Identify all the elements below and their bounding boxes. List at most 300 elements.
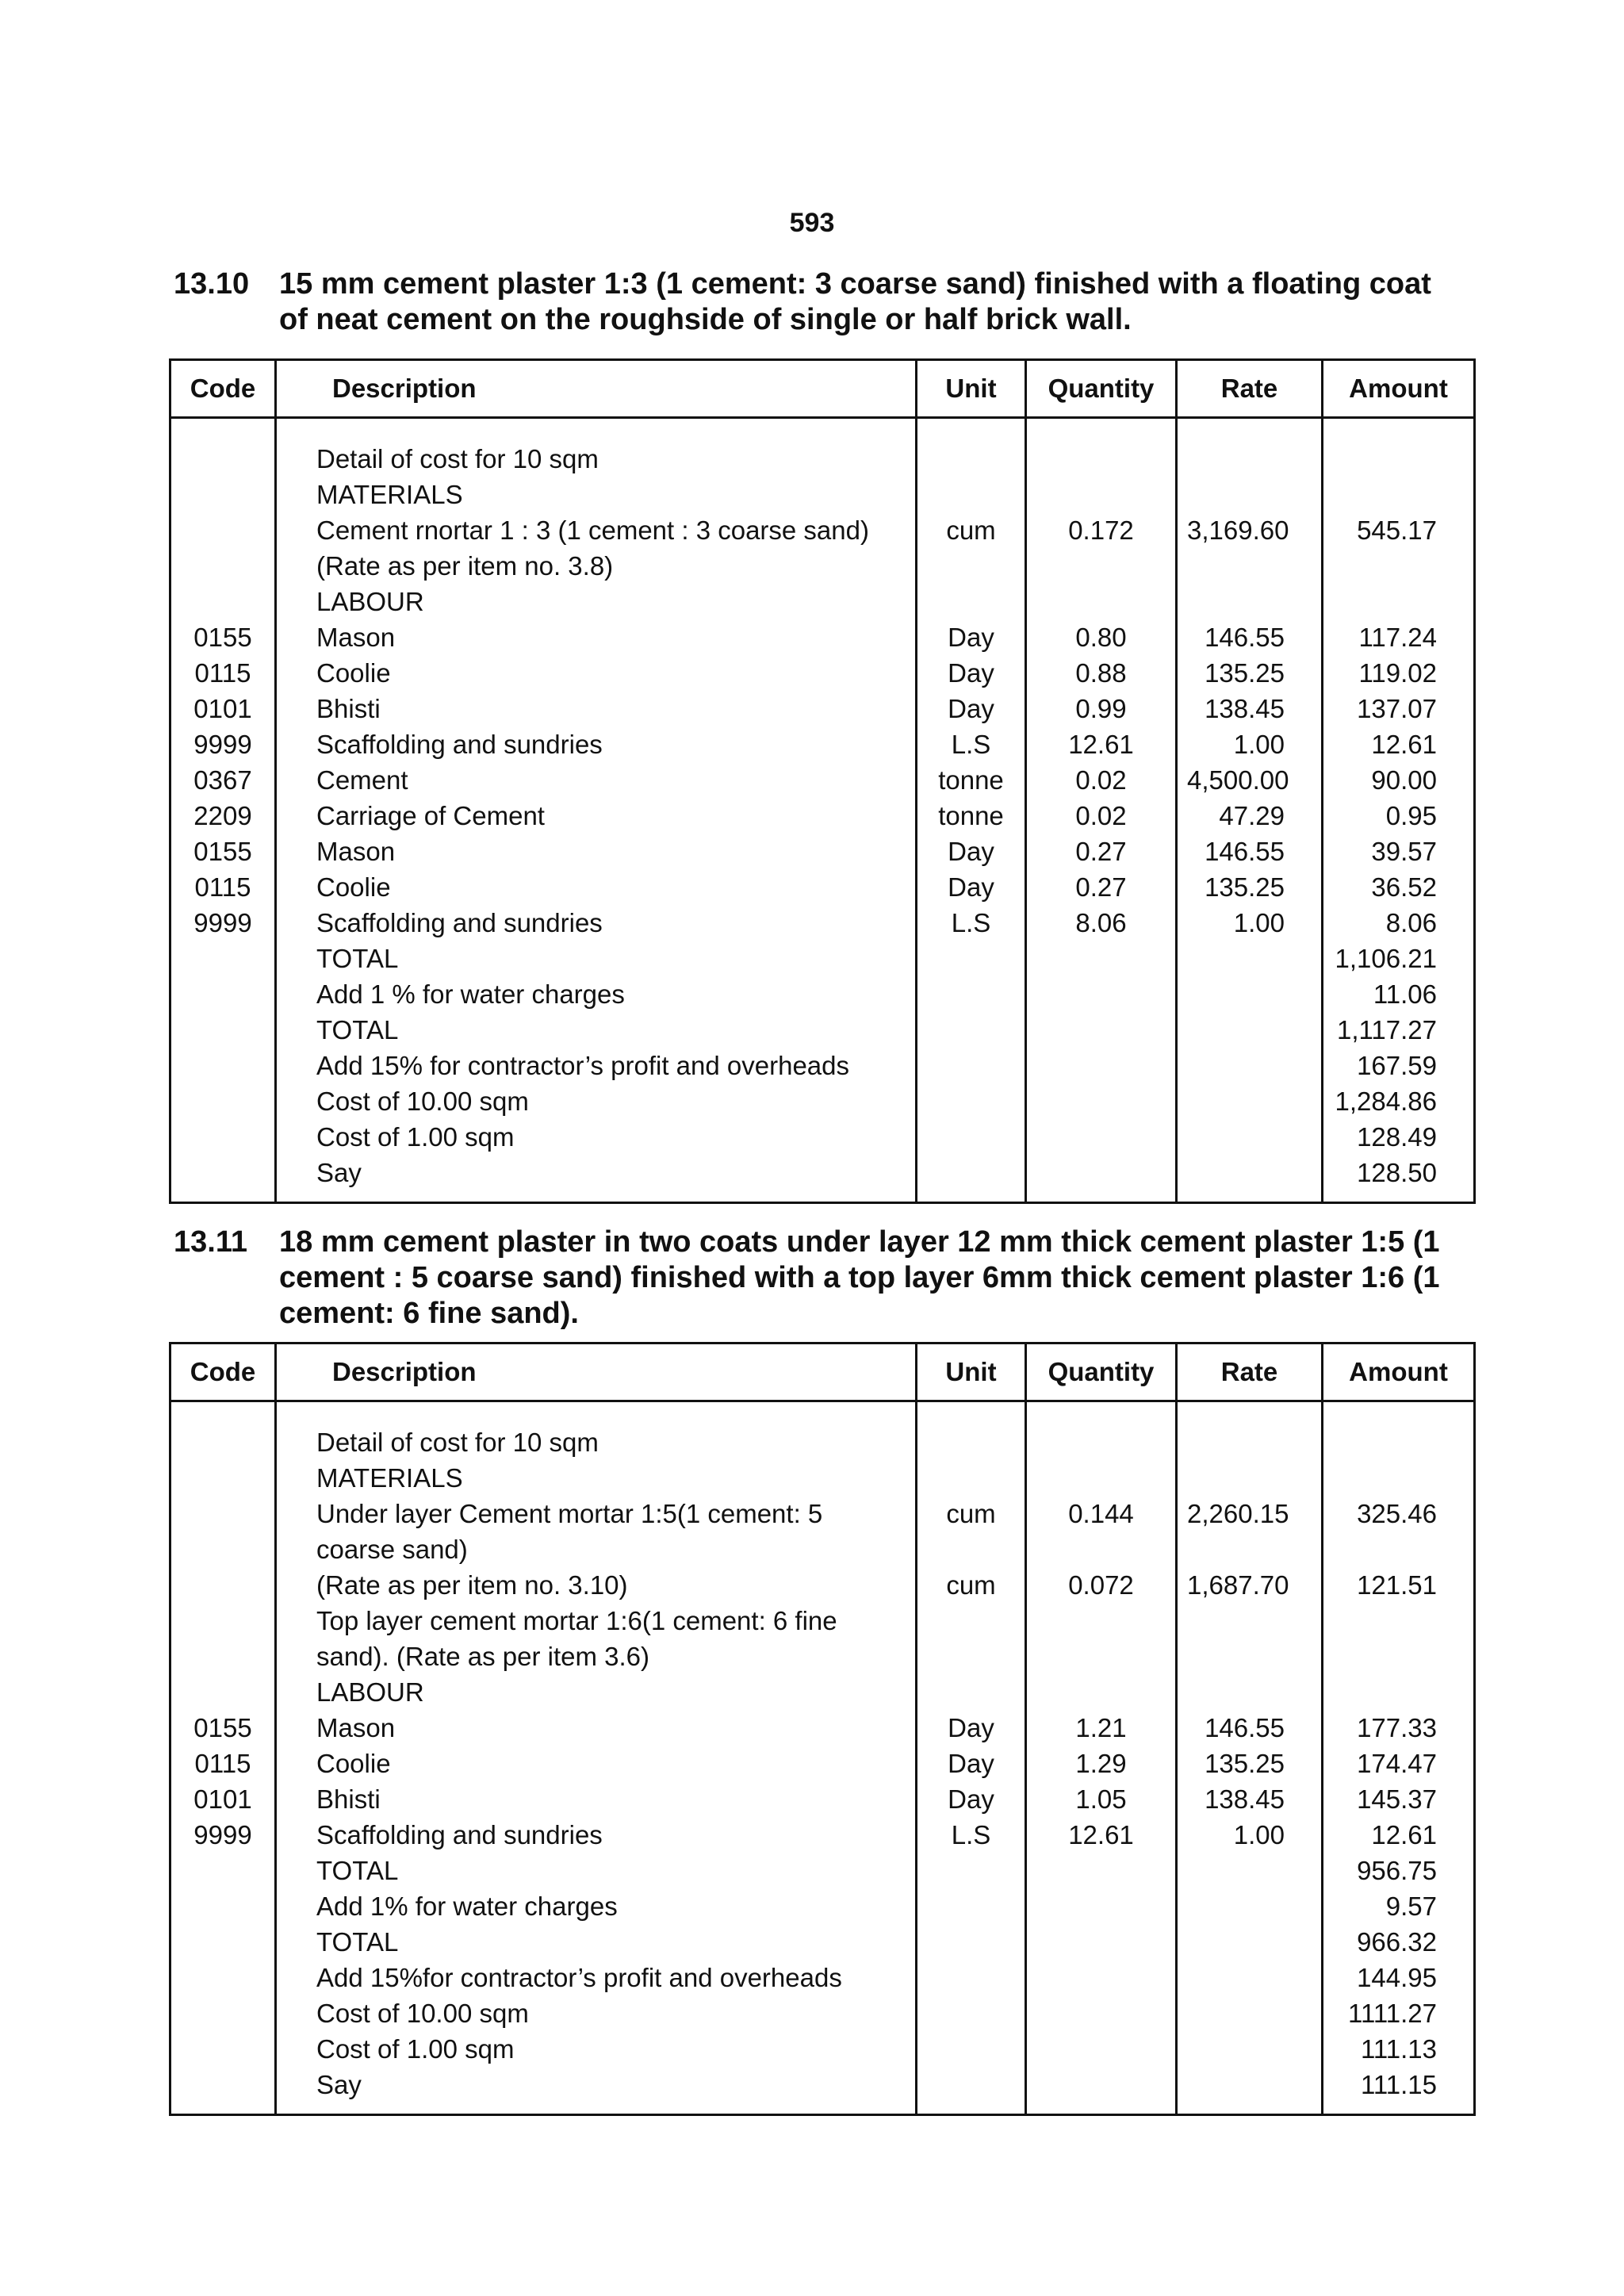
table-row [170, 655, 1475, 691]
table-row [170, 1710, 1475, 1746]
cell-rate [1177, 1155, 1323, 1190]
header-quantity: Quantity [1026, 1343, 1177, 1401]
cell-unit [917, 584, 1026, 619]
cell-description: Cost of 1.00 sqm [276, 1119, 917, 1155]
cell-rate: 146.55 [1177, 1710, 1323, 1746]
cell-code [170, 1155, 276, 1190]
cell-rate [1177, 1888, 1323, 1924]
cell-amount: 137.07 [1323, 691, 1475, 726]
table-row [170, 477, 1475, 512]
section-title: 15 mm cement plaster 1:3 (1 cement: 3 coarse sand) finished with a floating coat of neat cement on the roughside of single or half brick wall. [279, 267, 1431, 336]
cell-code [170, 1496, 276, 1531]
cell-code [170, 1639, 276, 1674]
cell-unit: Day [917, 834, 1026, 869]
table-row [170, 2031, 1475, 2067]
cell-unit: Day [917, 1710, 1026, 1746]
cell-amount: 111.13 [1323, 2031, 1475, 2067]
cell-unit [917, 1119, 1026, 1155]
spacer-cell [917, 2102, 1026, 2115]
cell-rate: 3,169.60 [1177, 512, 1323, 548]
cell-quantity [1026, 1674, 1177, 1710]
cell-description: Mason [276, 834, 917, 869]
cell-unit: L.S [917, 905, 1026, 941]
cell-description: Scaffolding and sundries [276, 726, 917, 762]
cell-description: Cement [276, 762, 917, 798]
cell-description: Top layer cement mortar 1:6(1 cement: 6 fine [276, 1603, 917, 1639]
cell-amount: 1,117.27 [1323, 1012, 1475, 1048]
cell-amount: 39.57 [1323, 834, 1475, 869]
cell-unit: L.S [917, 1817, 1026, 1853]
cell-description: Add 15% for contractor’s profit and overheads [276, 1048, 917, 1083]
cell-rate [1177, 477, 1323, 512]
cell-amount: 36.52 [1323, 869, 1475, 905]
cell-quantity [1026, 976, 1177, 1012]
cell-code [170, 1531, 276, 1567]
cell-amount: 12.61 [1323, 726, 1475, 762]
cell-code: 9999 [170, 1817, 276, 1853]
table-row [170, 441, 1475, 477]
cell-quantity: 0.27 [1026, 834, 1177, 869]
spacer-cell [1323, 1401, 1475, 1425]
cell-description: Say [276, 2067, 917, 2102]
cell-unit [917, 477, 1026, 512]
table-row [170, 1674, 1475, 1710]
cell-rate: 135.25 [1177, 869, 1323, 905]
spacer-cell [1177, 1401, 1323, 1425]
cell-amount: 8.06 [1323, 905, 1475, 941]
table-row [170, 869, 1475, 905]
header-unit: Unit [917, 360, 1026, 418]
cell-quantity: 1.05 [1026, 1781, 1177, 1817]
cell-code [170, 441, 276, 477]
table-row [170, 512, 1475, 548]
cell-rate: 1.00 [1177, 1817, 1323, 1853]
cell-quantity: 0.02 [1026, 762, 1177, 798]
cell-unit [917, 1924, 1026, 1960]
cell-amount: 121.51 [1323, 1567, 1475, 1603]
table-row [170, 1995, 1475, 2031]
cell-unit [917, 1853, 1026, 1888]
cell-quantity [1026, 2067, 1177, 2102]
cell-rate [1177, 1531, 1323, 1567]
cell-quantity [1026, 1924, 1177, 1960]
cell-amount: 145.37 [1323, 1781, 1475, 1817]
cell-unit [917, 1531, 1026, 1567]
cell-code [170, 584, 276, 619]
cell-unit [917, 1960, 1026, 1995]
cell-unit [917, 1048, 1026, 1083]
cell-rate: 135.25 [1177, 1746, 1323, 1781]
cell-amount [1323, 1531, 1475, 1567]
cell-description: Coolie [276, 655, 917, 691]
header-rate: Rate [1177, 360, 1323, 418]
cell-code [170, 512, 276, 548]
cell-rate [1177, 1083, 1323, 1119]
cell-quantity: 0.99 [1026, 691, 1177, 726]
cell-description: LABOUR [276, 1674, 917, 1710]
cell-amount: 128.49 [1323, 1119, 1475, 1155]
cell-description: Bhisti [276, 691, 917, 726]
cell-rate [1177, 1995, 1323, 2031]
table-header-row [170, 360, 1475, 418]
cell-rate [1177, 548, 1323, 584]
cell-amount: 11.06 [1323, 976, 1475, 1012]
spacer-row [170, 2102, 1475, 2115]
cell-rate: 135.25 [1177, 655, 1323, 691]
spacer-cell [170, 1190, 276, 1203]
cell-rate: 138.45 [1177, 1781, 1323, 1817]
cell-code [170, 1924, 276, 1960]
cell-description: Add 1 % for water charges [276, 976, 917, 1012]
cell-unit: tonne [917, 798, 1026, 834]
cell-quantity [1026, 1853, 1177, 1888]
cell-description: Cost of 10.00 sqm [276, 1083, 917, 1119]
cell-amount: 9.57 [1323, 1888, 1475, 1924]
cell-description: TOTAL [276, 1924, 917, 1960]
header-quantity: Quantity [1026, 360, 1177, 418]
cell-code [170, 941, 276, 976]
cell-code [170, 1674, 276, 1710]
cell-unit [917, 441, 1026, 477]
cell-description: Coolie [276, 1746, 917, 1781]
table-row [170, 1496, 1475, 1531]
section-heading-13-10 [174, 266, 1466, 338]
cell-rate [1177, 1119, 1323, 1155]
table-row [170, 1531, 1475, 1567]
cell-description: MATERIALS [276, 477, 917, 512]
table-row [170, 762, 1475, 798]
cell-unit [917, 1674, 1026, 1710]
cell-amount [1323, 1639, 1475, 1674]
cell-unit: Day [917, 655, 1026, 691]
spacer-cell [1323, 1190, 1475, 1203]
table-row [170, 1853, 1475, 1888]
cell-amount [1323, 1603, 1475, 1639]
cell-rate: 146.55 [1177, 834, 1323, 869]
cell-description: (Rate as per item no. 3.8) [276, 548, 917, 584]
header-code: Code [170, 360, 276, 418]
cell-amount: 167.59 [1323, 1048, 1475, 1083]
cell-code [170, 548, 276, 584]
cell-code [170, 1083, 276, 1119]
cell-unit [917, 1639, 1026, 1674]
cell-quantity [1026, 477, 1177, 512]
cell-description: Add 15%for contractor’s profit and overheads [276, 1960, 917, 1995]
table-row [170, 1155, 1475, 1190]
cell-unit [917, 1083, 1026, 1119]
table-row [170, 1960, 1475, 1995]
cell-unit [917, 1603, 1026, 1639]
cell-description: Carriage of Cement [276, 798, 917, 834]
cell-quantity: 0.172 [1026, 512, 1177, 548]
cell-unit: Day [917, 1781, 1026, 1817]
cell-quantity: 0.88 [1026, 655, 1177, 691]
table-row [170, 1460, 1475, 1496]
cell-quantity [1026, 1603, 1177, 1639]
spacer-row [170, 1401, 1475, 1425]
cell-rate [1177, 976, 1323, 1012]
cell-quantity [1026, 1083, 1177, 1119]
section-number: 13.11 [174, 1225, 247, 1259]
cell-code: 9999 [170, 726, 276, 762]
spacer-cell [1026, 418, 1177, 442]
cell-rate: 138.45 [1177, 691, 1323, 726]
cell-code: 0155 [170, 834, 276, 869]
header-unit: Unit [917, 1343, 1026, 1401]
spacer-cell [276, 2102, 917, 2115]
cell-rate: 146.55 [1177, 619, 1323, 655]
cell-amount [1323, 477, 1475, 512]
cell-description: Scaffolding and sundries [276, 1817, 917, 1853]
cell-quantity [1026, 2031, 1177, 2067]
spacer-cell [1323, 418, 1475, 442]
spacer-cell [276, 1401, 917, 1425]
cell-unit: Day [917, 619, 1026, 655]
spacer-cell [1026, 2102, 1177, 2115]
spacer-row [170, 418, 1475, 442]
header-description: Description [276, 1343, 917, 1401]
cell-code: 0101 [170, 1781, 276, 1817]
cell-code [170, 1853, 276, 1888]
spacer-row [170, 1190, 1475, 1203]
cell-unit [917, 2067, 1026, 2102]
spacer-cell [170, 418, 276, 442]
cell-amount: 12.61 [1323, 1817, 1475, 1853]
cell-amount: 111.15 [1323, 2067, 1475, 2102]
spacer-cell [170, 2102, 276, 2115]
cell-quantity [1026, 941, 1177, 976]
cost-table-13-10 [169, 358, 1476, 1204]
page-number: 593 [789, 208, 835, 238]
cell-unit: Day [917, 691, 1026, 726]
table-row [170, 726, 1475, 762]
cell-rate: 2,260.15 [1177, 1496, 1323, 1531]
cell-unit [917, 1995, 1026, 2031]
cell-amount: 128.50 [1323, 1155, 1475, 1190]
table-row [170, 1817, 1475, 1853]
cell-unit [917, 1424, 1026, 1460]
cell-quantity [1026, 1012, 1177, 1048]
table-row [170, 691, 1475, 726]
cell-unit [917, 976, 1026, 1012]
cell-code: 0101 [170, 691, 276, 726]
cell-unit: cum [917, 1567, 1026, 1603]
cell-description: Cost of 10.00 sqm [276, 1995, 917, 2031]
cell-quantity [1026, 1531, 1177, 1567]
cell-unit: cum [917, 512, 1026, 548]
table-row [170, 941, 1475, 976]
spacer-cell [276, 1190, 917, 1203]
table-row [170, 905, 1475, 941]
cell-code: 0155 [170, 1710, 276, 1746]
cell-code: 0115 [170, 869, 276, 905]
cell-quantity [1026, 1639, 1177, 1674]
cell-amount [1323, 1460, 1475, 1496]
cell-description: Cement rnortar 1 : 3 (1 cement : 3 coarse sand) [276, 512, 917, 548]
header-description: Description [276, 360, 917, 418]
cell-description: MATERIALS [276, 1460, 917, 1496]
cell-code [170, 1603, 276, 1639]
cell-rate [1177, 1960, 1323, 1995]
cell-quantity: 12.61 [1026, 1817, 1177, 1853]
cell-quantity [1026, 1888, 1177, 1924]
table-row [170, 834, 1475, 869]
cell-unit [917, 2031, 1026, 2067]
cell-description: Mason [276, 619, 917, 655]
table-row [170, 1888, 1475, 1924]
cell-rate: 1.00 [1177, 726, 1323, 762]
cell-rate [1177, 584, 1323, 619]
spacer-cell [1177, 1190, 1323, 1203]
cell-quantity: 0.144 [1026, 1496, 1177, 1531]
section-heading-13-11 [174, 1225, 1466, 1332]
cell-amount: 966.32 [1323, 1924, 1475, 1960]
cell-rate [1177, 1424, 1323, 1460]
spacer-cell [1177, 2102, 1323, 2115]
cell-amount [1323, 584, 1475, 619]
cell-amount [1323, 1674, 1475, 1710]
header-code: Code [170, 1343, 276, 1401]
cell-amount: 174.47 [1323, 1746, 1475, 1781]
cell-description: TOTAL [276, 1853, 917, 1888]
cell-code: 0115 [170, 1746, 276, 1781]
cell-code: 0115 [170, 655, 276, 691]
cell-code: 0155 [170, 619, 276, 655]
table-row [170, 548, 1475, 584]
header-rate: Rate [1177, 1343, 1323, 1401]
spacer-cell [917, 1401, 1026, 1425]
cell-rate: 47.29 [1177, 798, 1323, 834]
cell-quantity [1026, 1460, 1177, 1496]
cell-amount: 1111.27 [1323, 1995, 1475, 2031]
table-row [170, 2067, 1475, 2102]
cell-quantity [1026, 1995, 1177, 2031]
cell-amount: 177.33 [1323, 1710, 1475, 1746]
cell-description: coarse sand) [276, 1531, 917, 1567]
cell-unit [917, 1155, 1026, 1190]
cell-amount [1323, 441, 1475, 477]
cell-quantity: 1.29 [1026, 1746, 1177, 1781]
cell-code [170, 1567, 276, 1603]
spacer-cell [917, 418, 1026, 442]
cell-description: Detail of cost for 10 sqm [276, 1424, 917, 1460]
cell-quantity [1026, 1960, 1177, 1995]
cell-code [170, 477, 276, 512]
cell-unit: Day [917, 869, 1026, 905]
cell-rate [1177, 1639, 1323, 1674]
cell-description: Cost of 1.00 sqm [276, 2031, 917, 2067]
cell-rate: 4,500.00 [1177, 762, 1323, 798]
cell-code [170, 2067, 276, 2102]
cell-description: Detail of cost for 10 sqm [276, 441, 917, 477]
table-row [170, 1119, 1475, 1155]
cell-code: 0367 [170, 762, 276, 798]
spacer-cell [1026, 1190, 1177, 1203]
cell-rate: 1,687.70 [1177, 1567, 1323, 1603]
cell-unit: Day [917, 1746, 1026, 1781]
cell-unit: cum [917, 1496, 1026, 1531]
spacer-cell [170, 1401, 276, 1425]
table-row [170, 1746, 1475, 1781]
cell-description: Coolie [276, 869, 917, 905]
cell-amount: 0.95 [1323, 798, 1475, 834]
cell-rate: 1.00 [1177, 905, 1323, 941]
cell-code [170, 1119, 276, 1155]
cell-amount: 545.17 [1323, 512, 1475, 548]
cell-quantity [1026, 1424, 1177, 1460]
cell-amount: 956.75 [1323, 1853, 1475, 1888]
table-row [170, 1083, 1475, 1119]
cell-rate [1177, 1460, 1323, 1496]
cell-quantity [1026, 441, 1177, 477]
cell-code [170, 1995, 276, 2031]
table-header-row [170, 1343, 1475, 1401]
cell-rate [1177, 1048, 1323, 1083]
cell-unit [917, 1012, 1026, 1048]
cell-code: 9999 [170, 905, 276, 941]
cell-quantity [1026, 584, 1177, 619]
table-row [170, 584, 1475, 619]
cell-amount [1323, 548, 1475, 584]
header-amount: Amount [1323, 360, 1475, 418]
cell-amount: 117.24 [1323, 619, 1475, 655]
cell-amount [1323, 1424, 1475, 1460]
cost-table-13-11 [169, 1342, 1476, 2116]
cell-code [170, 1424, 276, 1460]
cell-description: Say [276, 1155, 917, 1190]
cell-quantity: 0.27 [1026, 869, 1177, 905]
cell-quantity [1026, 1155, 1177, 1190]
header-amount: Amount [1323, 1343, 1475, 1401]
cell-description: sand). (Rate as per item 3.6) [276, 1639, 917, 1674]
cell-description: TOTAL [276, 941, 917, 976]
cell-unit [917, 1460, 1026, 1496]
cell-rate [1177, 2031, 1323, 2067]
cell-quantity: 8.06 [1026, 905, 1177, 941]
table-row [170, 1639, 1475, 1674]
cell-quantity [1026, 548, 1177, 584]
table-row [170, 1924, 1475, 1960]
cell-description: Under layer Cement mortar 1:5(1 cement: 5 [276, 1496, 917, 1531]
cell-quantity: 0.02 [1026, 798, 1177, 834]
cell-description: TOTAL [276, 1012, 917, 1048]
cell-unit [917, 1888, 1026, 1924]
cell-quantity [1026, 1048, 1177, 1083]
table-row [170, 798, 1475, 834]
cell-quantity: 0.072 [1026, 1567, 1177, 1603]
table-row [170, 976, 1475, 1012]
cell-amount: 90.00 [1323, 762, 1475, 798]
cell-unit [917, 548, 1026, 584]
cell-rate [1177, 441, 1323, 477]
cell-amount: 119.02 [1323, 655, 1475, 691]
cell-rate [1177, 1674, 1323, 1710]
cell-quantity: 1.21 [1026, 1710, 1177, 1746]
cell-code [170, 2031, 276, 2067]
spacer-cell [917, 1190, 1026, 1203]
cell-unit: tonne [917, 762, 1026, 798]
spacer-cell [1026, 1401, 1177, 1425]
cell-code [170, 1960, 276, 1995]
cell-unit: L.S [917, 726, 1026, 762]
cell-code [170, 1460, 276, 1496]
section-title: 18 mm cement plaster in two coats under layer 12 mm thick cement plaster 1:5 (1 cement : 5 coarse sand) finished with a top layer 6mm thick cement plaster 1:6 (1 cement: 6 fine sand). [279, 1225, 1440, 1330]
cell-code: 2209 [170, 798, 276, 834]
cell-rate [1177, 1853, 1323, 1888]
table-row [170, 1424, 1475, 1460]
cell-quantity [1026, 1119, 1177, 1155]
table-row [170, 1781, 1475, 1817]
